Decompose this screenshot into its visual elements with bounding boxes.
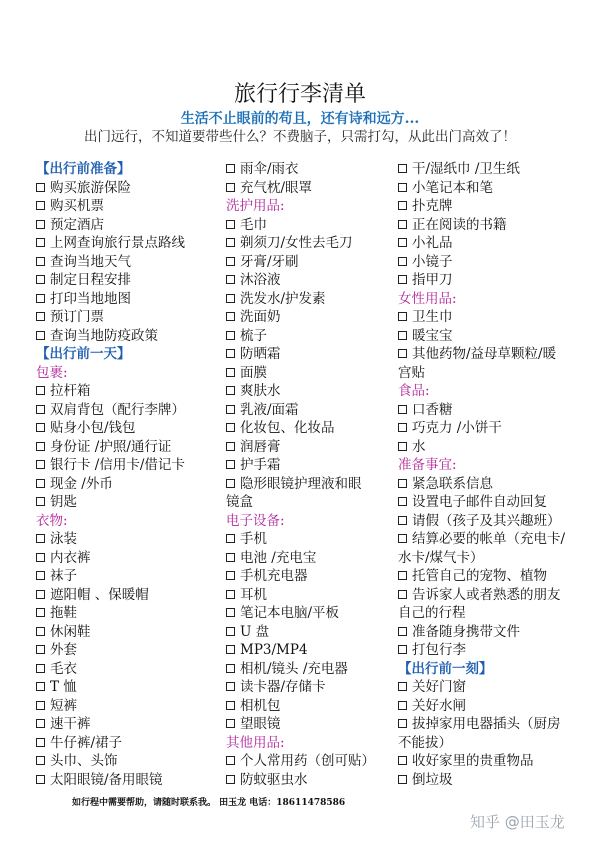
checklist-item [36,771,221,790]
category-label: 电子设备: [226,512,285,529]
checklist-item [36,197,221,216]
checkbox[interactable] [226,220,235,229]
category-label: 准备事宜: [398,457,457,473]
checklist-item-label: 梳子 [240,327,267,344]
checkbox[interactable] [36,386,45,395]
checklist-item [36,752,221,771]
checklist-item-label: 手机 [240,531,267,547]
checklist-item-label: 充气枕/眼罩 [240,179,313,196]
checkbox[interactable] [398,701,407,710]
checkbox[interactable] [226,312,235,321]
checklist-item [398,438,578,457]
checklist-item-label: 内衣裤 [50,549,91,566]
checklist-item-label: 爽肤水 [240,383,281,399]
checklist-item-label: 其他药物/益母草颗粒/暖 [412,346,557,362]
checklist-item-label: 小镜子 [412,253,453,270]
checklist-item-label: 钥匙 [50,494,77,510]
checkbox[interactable] [36,553,45,562]
checklist-item [36,308,221,327]
checklist-item-label: 拔掉家用电器插头（厨房 [412,716,561,732]
checkbox[interactable] [226,164,235,173]
checklist-item-label: 扑克牌 [412,198,453,214]
checkbox[interactable] [398,405,407,414]
checklist-item [398,771,578,790]
checklist-item [226,438,396,457]
checklist-item-label: 小礼品 [412,235,453,251]
checklist-item-label: 袜子 [50,568,77,584]
checklist-item-label: 结算必要的帐单（充电卡/ [412,531,566,547]
checklist-item [36,586,221,605]
checklist-item-label: 倒垃圾 [412,771,453,788]
checklist-item [36,475,221,494]
checkbox[interactable] [36,534,45,543]
checkbox[interactable] [398,479,407,488]
checkbox[interactable] [398,627,407,636]
checklist-item [226,419,396,438]
checklist-item-label: 乳液/面霜 [240,401,299,418]
checklist-item [226,160,396,179]
checklist-item-label: 休闲鞋 [50,623,91,640]
checklist-item [398,752,578,771]
checklist-item [36,549,221,568]
checklist-item [36,660,221,679]
checklist-item-label: 牙膏/牙刷 [240,253,299,270]
checklist-item [226,290,396,309]
checklist-item [226,604,396,623]
checkbox[interactable] [226,460,235,469]
checklist-item [226,641,396,660]
checkbox[interactable] [226,257,235,266]
checklist-item-label: 电池 /充电宝 [240,549,317,566]
checkbox[interactable] [226,479,235,488]
checklist-column-2 [226,160,396,789]
checklist-item-label: 拉杆箱 [50,383,91,399]
checklist-item-label: 购买机票 [50,198,104,214]
checkbox[interactable] [226,294,235,303]
checklist-item [226,475,396,494]
checklist-item-label: 化妆包、化妆品 [240,420,335,436]
checkbox[interactable] [36,701,45,710]
checkbox[interactable] [226,627,235,636]
checklist-item-label: 雨伞/雨衣 [240,161,299,177]
checklist-item [226,567,396,586]
checklist-item [398,678,578,697]
checkbox[interactable] [398,312,407,321]
checklist-item [226,660,396,679]
checkbox[interactable] [398,238,407,247]
checkbox[interactable] [226,775,235,784]
checklist-item [398,253,578,272]
checkbox[interactable] [226,701,235,710]
checklist-item-label: 卫生巾 [412,309,453,325]
checklist-item-label: 相机/镜头 /充电器 [240,660,348,677]
checklist-item [36,253,221,272]
checkbox[interactable] [398,183,407,192]
checklist-item-label: U 盘 [240,623,270,640]
checkbox[interactable] [226,368,235,377]
checklist-item [226,530,396,549]
checklist-item-label: 托管自己的宠物、植物 [412,568,547,584]
checklist-item-label: 查询当地防疫政策 [50,327,158,344]
checkbox[interactable] [398,719,407,728]
checklist-item-label: 现金 /外币 [50,475,113,492]
checkbox[interactable] [398,164,407,173]
checkbox[interactable] [226,423,235,432]
checkbox[interactable] [36,257,45,266]
category-label: 食品: [398,383,430,399]
checklist-item [36,327,221,346]
checkbox[interactable] [226,349,235,358]
checklist-item-label: 准备随身携带文件 [412,623,520,640]
checkbox[interactable] [36,442,45,451]
checklist-item [36,456,221,475]
checklist-item-label: 牛仔裤/裙子 [50,734,123,751]
checklist-item [36,271,221,290]
checklist-item-label: T 恤 [50,679,77,695]
checklist-item-label: 毛巾 [240,216,267,233]
checklist-item-label: 打包行李 [412,642,466,658]
checklist-item [36,401,221,420]
checklist-item [36,641,221,660]
checkbox[interactable] [398,442,407,451]
section-heading: 【出行前一天】 [36,346,131,362]
checklist-item-label: 制定日程安排 [50,272,131,288]
checkbox[interactable] [398,571,407,580]
checkbox[interactable] [398,423,407,432]
category-label: 洗护用品: [226,198,285,214]
checklist-item [36,734,221,753]
checkbox[interactable] [36,590,45,599]
checkbox[interactable] [398,497,407,506]
checkbox[interactable] [36,497,45,506]
category-label: 其他用品: [226,734,285,751]
checkbox[interactable] [398,516,407,525]
checkbox[interactable] [398,775,407,784]
checklist-item-label: 上网查询旅行景点路线 [50,235,185,251]
checklist-item [226,623,396,642]
checklist-item-label: 剃须刀/女性去毛刀 [240,235,353,251]
checklist-item [226,697,396,716]
checkbox[interactable] [226,183,235,192]
checklist-item-label: 购买旅游保险 [50,179,131,196]
checklist-item-label: 速干裤 [50,716,91,732]
checklist-item-label: 告诉家人或者熟悉的朋友 [412,586,561,603]
checklist-item [36,216,221,235]
checklist-item [226,216,396,235]
checklist-item-label: 巧克力 /小饼干 [412,420,502,436]
checklist-item [398,271,578,290]
checklist-item-label: 洗发水/护发素 [240,290,326,307]
checklist-item [226,586,396,605]
checklist-item [226,382,396,401]
checkbox[interactable] [36,220,45,229]
checklist-item [36,290,221,309]
checklist-item-label: 望眼镜 [240,716,281,732]
checklist-item-continuation: 宫贴 [398,364,425,381]
checklist-item-label: 防蚊驱虫水 [240,771,308,788]
checklist-item [36,438,221,457]
checkbox[interactable] [398,201,407,210]
checklist-item-label: 润唇膏 [240,438,281,455]
checklist-item-label: 水 [412,438,426,455]
checkbox[interactable] [36,275,45,284]
checklist-item-label: 太阳眼镜/备用眼镜 [50,771,163,788]
checklist-item [398,512,578,531]
checkbox[interactable] [226,756,235,765]
category-label: 包裹: [36,364,68,381]
checkbox[interactable] [36,719,45,728]
checklist-item-label: 小笔记本和笔 [412,179,493,196]
checklist-item [226,771,396,790]
checkbox[interactable] [36,479,45,488]
checklist-item [36,678,221,697]
checklist-item [36,493,221,512]
checklist-item [398,179,578,198]
checkbox[interactable] [226,664,235,673]
checkbox[interactable] [36,682,45,691]
checklist-item [36,697,221,716]
checkbox[interactable] [36,738,45,747]
checklist-item-continuation: 镜盒 [226,494,253,510]
checklist-item [226,364,396,383]
checklist-item-label: 毛衣 [50,660,77,677]
checklist-item [398,530,578,549]
checklist-item-label: 暖宝宝 [412,327,453,344]
checkbox[interactable] [398,590,407,599]
checkbox[interactable] [226,275,235,284]
checklist-item [226,549,396,568]
checklist-item [36,382,221,401]
checkbox[interactable] [36,238,45,247]
checklist-item [36,715,221,734]
checklist-item [36,567,221,586]
checklist-item-label: 关好水闸 [412,697,466,714]
checklist-item [398,216,578,235]
checklist-item [398,475,578,494]
checkbox[interactable] [226,534,235,543]
checkbox[interactable] [36,294,45,303]
checklist-item-label: 遮阳帽 、保暖帽 [50,586,149,603]
checklist-item [36,530,221,549]
checklist-item [398,345,578,364]
checkbox[interactable] [36,405,45,414]
checklist-item-label: 口香糖 [412,401,453,418]
checklist-item-label: 干/湿纸巾 /卫生纸 [412,161,520,177]
checkbox[interactable] [36,423,45,432]
checkbox[interactable] [226,442,235,451]
checklist-item [398,308,578,327]
checkbox[interactable] [36,645,45,654]
checkbox[interactable] [36,312,45,321]
checklist-item-label: 个人常用药（创可贴） [240,753,375,769]
checklist-column-1 [36,160,221,789]
checklist-item [398,623,578,642]
checklist-item-label: 正在阅读的书籍 [412,216,507,233]
checkbox[interactable] [398,534,407,543]
checklist-item [398,641,578,660]
checklist-item-label: 预定酒店 [50,216,104,233]
checkbox[interactable] [36,331,45,340]
checklist-item [398,567,578,586]
checkbox[interactable] [398,756,407,765]
checkbox[interactable] [226,331,235,340]
checkbox[interactable] [226,645,235,654]
checklist-column-3 [398,160,578,789]
checklist-item-label: 沐浴液 [240,272,281,288]
category-label: 衣物: [36,512,68,529]
checklist-item-label: 隐形眼镜护理液和眼 [240,475,362,492]
checklist-item [398,586,578,605]
checklist-item [36,419,221,438]
checkbox[interactable] [398,682,407,691]
checklist-item [398,234,578,253]
checklist-item-continuation: 自己的行程 [398,605,466,621]
checklist-item [398,697,578,716]
checkbox[interactable] [226,405,235,414]
checklist-item-label: 泳装 [50,531,77,547]
checklist-item-label: 紧急联系信息 [412,475,493,492]
checklist-item [398,197,578,216]
checkbox[interactable] [36,775,45,784]
checklist-item [398,327,578,346]
checkbox[interactable] [36,201,45,210]
checkbox[interactable] [398,275,407,284]
checklist-item [36,604,221,623]
checklist-item-label: 洗面奶 [240,309,281,325]
checklist-item [226,253,396,272]
checkbox[interactable] [226,719,235,728]
checklist-item [226,715,396,734]
checklist-item [226,401,396,420]
intro-text: 出门远行，不知道要带些什么？不费脑子，只需打勾，从此出门高效了！ [84,129,516,145]
checkbox[interactable] [226,590,235,599]
checklist-item-label: 关好门窗 [412,679,466,695]
checklist-item-label: 双肩背包（配行李牌） [50,401,185,418]
checklist-item-label: 收好家里的贵重物品 [412,753,534,769]
checkbox[interactable] [226,682,235,691]
checkbox[interactable] [398,257,407,266]
checklist-item-label: 头巾、头饰 [50,753,118,769]
checkbox[interactable] [398,331,407,340]
checklist-item-label: 请假（孩子及其兴趣班） [412,512,561,529]
checklist-item [226,234,396,253]
checkbox[interactable] [36,183,45,192]
checklist-item [398,715,578,734]
checkbox[interactable] [398,349,407,358]
checklist-item-label: 相机包 [240,697,281,714]
checkbox[interactable] [36,460,45,469]
checklist-item-continuation: 不能拔） [398,734,452,751]
page-subtitle: 生活不止眼前的苟且，还有诗和远方... [180,111,420,127]
checklist-item [226,456,396,475]
watermark: 知乎 @田玉龙 [470,813,565,831]
checklist-item-label: 短裤 [50,697,77,714]
checklist-item-label: 笔记本电脑/平板 [240,605,340,621]
checkbox[interactable] [226,386,235,395]
checklist-item-label: 设置电子邮件自动回复 [412,494,547,510]
checklist-item [226,308,396,327]
checklist-item-label: 耳机 [240,586,267,603]
checklist-item [36,623,221,642]
checklist-item-label: 护手霜 [240,457,281,473]
checklist-item-label: 打印当地地图 [50,290,131,307]
checkbox[interactable] [36,664,45,673]
checklist-item [226,271,396,290]
checklist-item-label: 防晒霜 [240,346,281,362]
checkbox[interactable] [398,220,407,229]
checklist-item-label: 拖鞋 [50,605,77,621]
section-heading: 【出行前准备】 [36,161,131,177]
checklist-item-label: 指甲刀 [412,272,453,288]
checklist-item-continuation: 水卡/煤气卡） [398,549,484,566]
checklist-item-label: 预订门票 [50,309,104,325]
checklist-item-label: 手机充电器 [240,568,308,584]
checkbox[interactable] [36,627,45,636]
checkbox[interactable] [226,571,235,580]
checklist-item-label: 银行卡 /信用卡/借记卡 [50,457,185,473]
section-heading: 【出行前一刻】 [398,660,493,677]
checklist-item [398,401,578,420]
checklist-item [36,179,221,198]
checklist-item [226,345,396,364]
checklist-item-label: MP3/MP4 [240,642,308,658]
checkbox[interactable] [398,645,407,654]
checklist-item [398,160,578,179]
checklist-item [226,678,396,697]
checkbox[interactable] [36,571,45,580]
page-title: 旅行行李清单 [233,82,366,107]
checkbox[interactable] [226,553,235,562]
checkbox[interactable] [226,608,235,617]
checklist-item [36,234,221,253]
checklist-item-label: 身份证 /护照/通行证 [50,438,172,455]
checklist-item-label: 面膜 [240,364,267,381]
checkbox[interactable] [36,608,45,617]
checklist-item [398,493,578,512]
checklist-item-label: 查询当地天气 [50,253,131,270]
checklist-item [398,419,578,438]
checklist-item-label: 外套 [50,642,77,658]
category-label: 女性用品: [398,290,457,307]
checklist-item [226,752,396,771]
checkbox[interactable] [226,238,235,247]
checkbox[interactable] [36,756,45,765]
checklist-item [226,327,396,346]
checklist-item-label: 贴身小包/钱包 [50,420,136,436]
contact-note: 如行程中需要帮助，请随时联系我。 田玉龙 电话：18611478586 [72,798,346,808]
checklist-item [226,179,396,198]
checklist-item-label: 读卡器/存储卡 [240,679,326,695]
